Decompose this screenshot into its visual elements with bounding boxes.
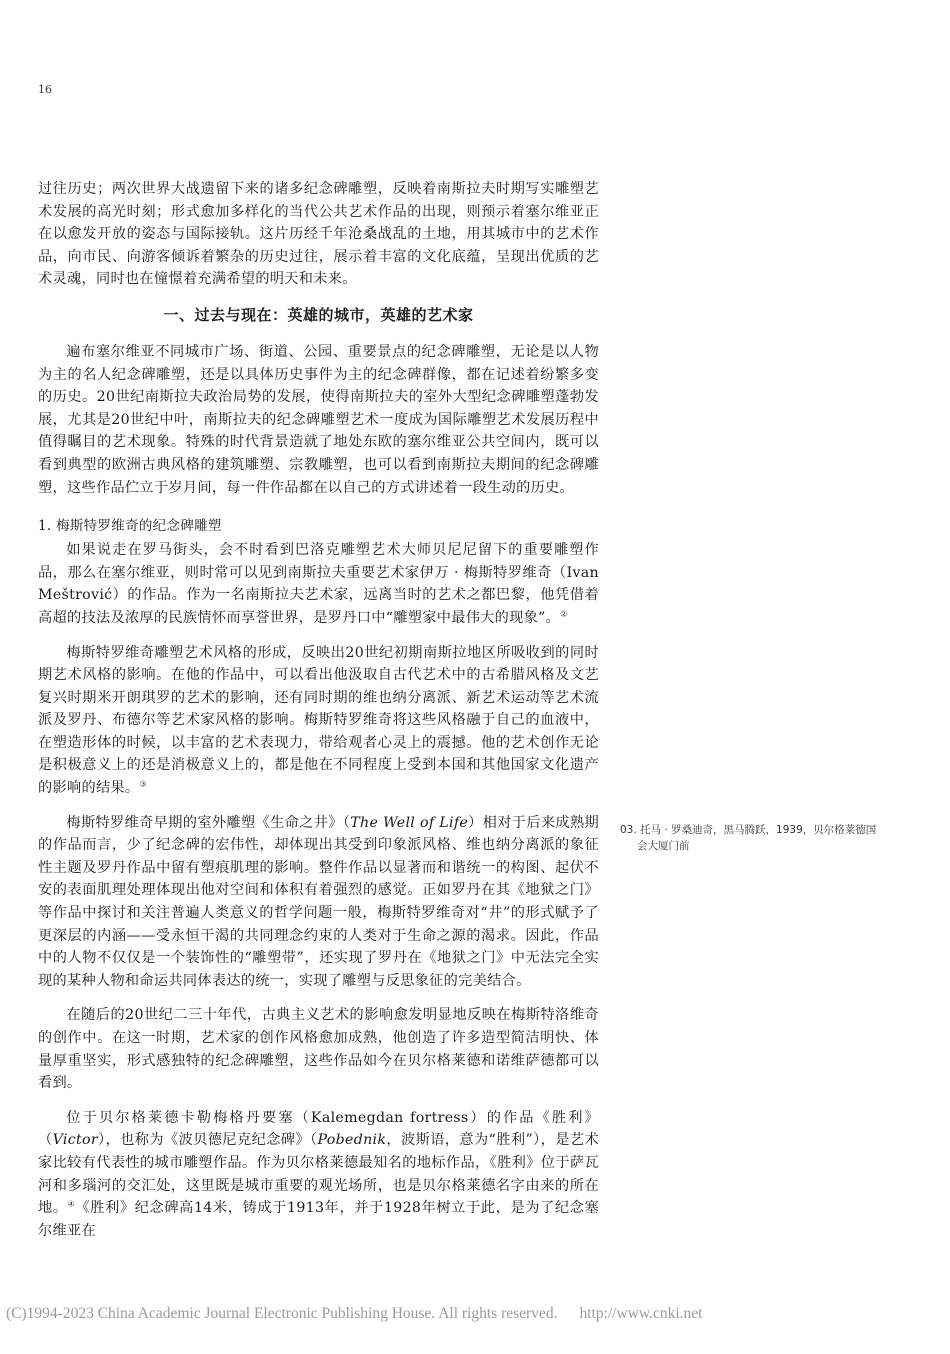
intro-paragraph: 过往历史；两次世界大战遗留下来的诸多纪念碑雕塑，反映着南斯拉夫时期写实雕塑艺术发展的高光时刻；形式愈加多样化的当代公共艺术作品的出现，则预示着塞尔维亚正在以愈发开放的姿态与国际接轨。这片历经千年沧桑战乱的土地，用其城市中的艺术作品，向市民、向游客倾诉着繁杂的历史过往，展示着丰富的文化底蕴，呈现出优质的艺术灵魂，同时也在憧憬着充满希望的明天和未来。 — [38, 181, 599, 288]
paragraph-3-italic: The Well of Life — [350, 814, 469, 831]
paragraph-5 — [38, 1107, 599, 1243]
paragraph-4: 在随后的20世纪二三十年代，古典主义艺术的影响愈发明显地反映在梅斯特洛维奇的创作中。在这一时期，艺术家的创作风格愈加成熟，他创造了许多造型简洁明快、体量厚重坚实，形式感独特的纪念碑雕塑，这些作品如今在贝尔格莱德和诺维萨德都可以看到。 — [38, 1007, 599, 1092]
paragraph-3 — [38, 812, 599, 993]
paragraph-5-text-c: ，波斯语，意为“胜利”），是艺术家比较有代表性的城市雕塑作品。作为贝尔格莱德最知名的地标作品，《胜利》位于萨瓦河和多瑙河的交汇处，这里既是城市重要的观光场所，也是贝尔格莱德名字由来的所在地。 — [38, 1132, 599, 1217]
section-paragraph: 遍布塞尔维亚不同城市广场、街道、公园、重要景点的纪念碑雕塑，无论是以人物为主的名人纪念碑雕塑，还是以具体历史事件为主的纪念碑群像，都在记述着纷繁多变的历史。20世纪南斯拉夫政治局势的发展，使得南斯拉夫的室外大型纪念碑雕塑蓬勃发展，尤其是20世纪中叶，南斯拉夫的纪念碑雕塑艺术一度成为国际雕塑艺术发展历程中值得瞩目的艺术现象。特殊的时代背景造就了地处东欧的塞尔维亚公共空间内，既可以看到典型的欧洲古典风格的建筑雕塑、宗教雕塑，也可以看到南斯拉夫期间的纪念碑雕塑，这些作品伫立于岁月间，每一件作品都在以自己的方式讲述着一段生动的历史。 — [38, 343, 599, 496]
footnote-ref-3: ③ — [139, 779, 147, 789]
footnote-ref-2: ② — [560, 609, 568, 619]
paragraph-5-text-d: 《胜利》纪念碑高14米，铸成于1913年，并于1928年树立于此，是为了纪念塞尔维亚在 — [38, 1200, 600, 1239]
paragraph-1-text: 如果说走在罗马街头，会不时看到巴洛克雕塑艺术大师贝尼尼留下的重要雕塑作品，那么在塞尔维亚，则时常可以见到南斯拉夫重要艺术家伊万 · 梅斯特罗维奇（Ivan Meštrović）的作品。作为一名南斯拉夫艺术家，远离当时的艺术之都巴黎，他凭借着高超的技法及浓厚的民族情怀而享誉世界，是罗丹口中“雕塑家中最伟大的现象”。 — [38, 542, 599, 626]
paragraph-5-italic-2: Pobednik — [317, 1132, 387, 1149]
caption-line-1: 03. 托马 · 罗桑迪奇，黑马腾跃，1939，贝尔格莱德国 — [620, 824, 877, 836]
subsection-heading: 1. 梅斯特罗维奇的纪念碑雕塑 — [38, 518, 222, 535]
paragraph-3-text-b: ）相对于后来成熟期的作品而言，少了纪念碑的宏伟性，却体现出其受到印象派风格、维也纳分离派的象征性主题及罗丹作品中留有塑痕肌理的影响。整件作品以显著而和谐统一的构图、起伏不安的表面肌理处理体现出他对空间和体积有着强烈的感觉。正如罗丹在其《地狱之门》等作品中探讨和关注普遍人类意义的哲学问题一般，梅斯特罗维奇对“井”的形式赋予了更深层的内涵——受永恒干渴的共同理念约束的人类对于生命之源的渴求。因此，作品中的人物不仅仅是一个装饰性的“雕塑带”，还实现了罗丹在《地狱之门》中无法完全实现的某种人物和命运共同体表达的统一，实现了雕塑与反思象征的完美结合。 — [38, 814, 600, 989]
article-body — [38, 178, 599, 1242]
paragraph-5-italic-1: Victor — [52, 1132, 98, 1149]
footnote-ref-4: ④ — [67, 1199, 76, 1209]
footer-copyright: (C)1994-2023 China Academic Journal Electronic Publishing House. All rights reserved. — [6, 1305, 558, 1322]
footer — [6, 1305, 946, 1323]
section-heading: 一、过去与现在：英雄的城市，英雄的艺术家 — [163, 305, 474, 324]
paragraph-3-text-a: 梅斯特罗维奇早期的室外雕塑《生命之井》（ — [66, 814, 351, 831]
paragraph-2 — [38, 642, 599, 800]
paragraph-1 — [38, 539, 599, 629]
footer-url[interactable]: http://www.cnki.net — [579, 1305, 703, 1322]
paragraph-5-text-a: 位于贝尔格莱德卡勒梅格丹要塞（Kalemegdan fortress）的作品《胜利》（ — [38, 1109, 599, 1149]
figure-caption — [620, 822, 890, 854]
page-number: 16 — [38, 83, 52, 96]
paragraph-5-text-b: ），也称为《波贝德尼克纪念碑》（ — [97, 1132, 318, 1149]
paragraph-2-text: 梅斯特罗维奇雕塑艺术风格的形成，反映出20世纪初期南斯拉地区所吸收到的同时期艺术风格的影响。在他的作品中，可以看出他汲取自古代艺术中的古希腊风格及文艺复兴时期米开朗琪罗的艺术的影响，还有同时期的维也纳分离派、新艺术运动等艺术流派及罗丹、布德尔等艺术家风格的影响。梅斯特罗维奇将这些风格融于自己的血液中，在塑造形体的时候，以丰富的艺术表现力，带给观者心灵上的震撼。他的艺术创作无论是积极意义上的还是消极意义上的，都是他在不同程度上受到本国和其他国家文化遗产的影响的结果。 — [38, 644, 599, 797]
caption-line-2: 会大厦门前 — [637, 840, 690, 852]
